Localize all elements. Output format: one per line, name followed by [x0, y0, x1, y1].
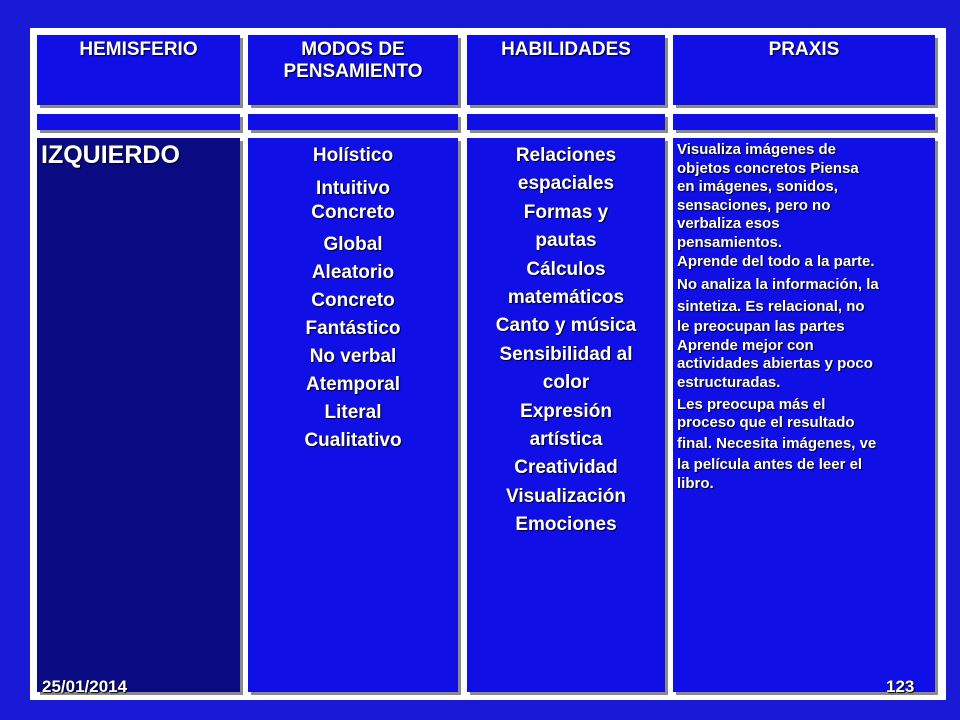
separator-strip — [673, 114, 935, 130]
praxis-line: sintetiza. Es relacional, no — [677, 298, 865, 316]
header-praxis-label: PRAXIS — [768, 39, 840, 60]
cell-hemisferio-value — [37, 138, 240, 692]
list-item: Formas y — [523, 201, 609, 223]
hemisferio-value: IZQUIERDO — [41, 141, 180, 169]
header-modos-line-1: MODOS DE — [301, 39, 405, 60]
praxis-line: Visualiza imágenes de — [677, 141, 836, 158]
list-item: espaciales — [517, 173, 615, 195]
praxis-line: libro. — [677, 474, 714, 492]
list-item: color — [542, 372, 590, 394]
praxis-line: objetos concretos Piensa — [677, 159, 859, 177]
header-modos-line-2: PENSAMIENTO — [283, 61, 423, 82]
praxis-line: le preocupan las partes — [677, 318, 845, 336]
list-item: Relaciones — [515, 145, 617, 166]
separator-strip — [467, 114, 665, 130]
list-item: pautas — [535, 230, 597, 252]
praxis-line: verbaliza esos — [677, 215, 780, 233]
list-item: Emociones — [515, 514, 617, 536]
header-habilidades-label: HABILIDADES — [501, 39, 631, 60]
list-item: Concreto — [311, 202, 395, 223]
header-praxis — [673, 35, 935, 105]
list-item: Aleatorio — [311, 262, 395, 283]
list-item: artística — [529, 429, 603, 451]
praxis-line: la película antes de leer el — [677, 455, 863, 473]
list-item: Holístico — [312, 145, 394, 166]
list-item: Canto y música — [495, 315, 637, 337]
list-item: Expresión — [520, 400, 612, 422]
list-item: Cualitativo — [304, 430, 402, 451]
praxis-line: proceso que el resultado — [677, 414, 855, 432]
cell-praxis-text — [673, 138, 935, 692]
praxis-line: pensamientos. — [677, 233, 783, 251]
header-hemisferio-label: HEMISFERIO — [79, 39, 198, 60]
list-item: Creatividad — [514, 457, 618, 479]
praxis-line: Aprende del todo a la parte. — [677, 252, 875, 270]
praxis-line: Les preocupa más el — [677, 395, 826, 413]
list-item: Sensibilidad al — [499, 343, 633, 365]
list-item: Concreto — [311, 290, 395, 311]
list-item: Literal — [324, 402, 382, 423]
praxis-line: estructuradas. — [677, 373, 781, 391]
praxis-line: No analiza la información, la — [677, 276, 879, 294]
footer-page-number: 123 — [886, 677, 915, 696]
praxis-line: actividades abiertas y poco — [677, 355, 873, 373]
footer-date: 25/01/2014 — [42, 677, 128, 696]
praxis-line: sensaciones, pero no — [677, 196, 831, 214]
list-item: Fantástico — [305, 318, 401, 339]
header-modos — [248, 35, 458, 105]
header-hemisferio — [37, 35, 240, 105]
separator-strip — [37, 114, 240, 130]
list-item: Visualización — [505, 485, 627, 507]
list-item: Global — [323, 234, 383, 255]
header-habilidades — [467, 35, 665, 105]
praxis-line: en imágenes, sonidos, — [677, 178, 838, 196]
list-item: matemáticos — [507, 287, 625, 309]
cell-habilidades-list — [467, 138, 665, 692]
praxis-line: final. Necesita imágenes, ve — [677, 434, 877, 452]
list-item: No verbal — [309, 346, 397, 367]
list-item: Intuitivo — [316, 178, 390, 199]
separator-strip — [248, 114, 458, 130]
cell-modos-list — [248, 138, 458, 692]
list-item: Cálculos — [526, 258, 606, 280]
list-item: Atemporal — [306, 374, 400, 395]
praxis-line: Aprende mejor con — [677, 336, 814, 354]
